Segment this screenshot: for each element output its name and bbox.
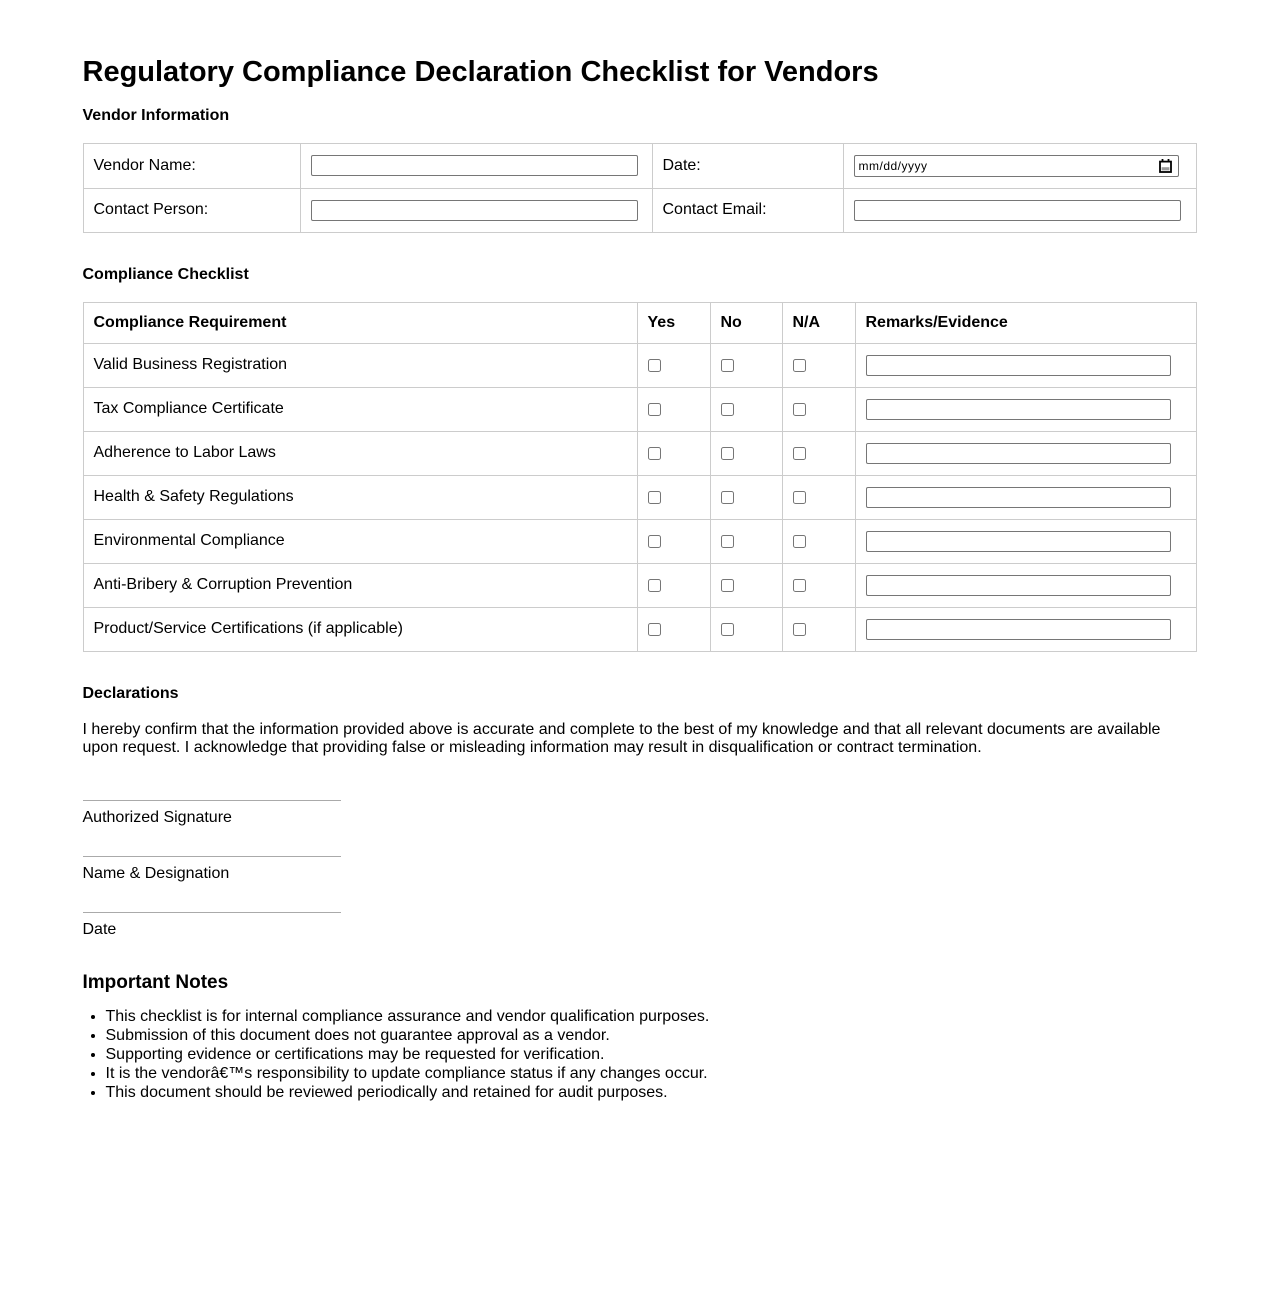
- checkbox-na[interactable]: [793, 535, 806, 548]
- checklist-row: [83, 475, 1196, 519]
- checkbox-na[interactable]: [793, 403, 806, 416]
- checkbox-na[interactable]: [793, 491, 806, 504]
- checkbox-no[interactable]: [721, 623, 734, 636]
- note-item: • Supporting evidence or certifications may be requested for verification.: [106, 1046, 1196, 1065]
- checklist-row: [83, 563, 1196, 607]
- checkbox-yes[interactable]: [648, 623, 661, 636]
- authorized-signature-label: Authorized Signature: [82, 808, 232, 826]
- page-title: Regulatory Compliance Declaration Checklist for Vendors: [82, 56, 879, 88]
- document-page: [83, 0, 1196, 1103]
- checkbox-yes[interactable]: [648, 403, 661, 416]
- requirement-label: Product/Service Certifications (if applicable): [83, 607, 637, 651]
- date-label: Date:: [652, 143, 843, 188]
- contact-person-input[interactable]: [311, 200, 638, 221]
- vendor-info-row: [83, 188, 1196, 232]
- declaration-text: I hereby confirm that the information provided above is accurate and complete to the best of my knowledge and that all relevant documents are available upon request. I acknowledge that providing false or misleading information may result in disqualification or contract termination.: [82, 720, 1161, 757]
- requirement-label: Environmental Compliance: [83, 519, 637, 563]
- checkbox-yes[interactable]: [648, 447, 661, 460]
- checklist-row: [83, 519, 1196, 563]
- name-designation-line: [83, 856, 341, 883]
- note-item: • Submission of this document does not guarantee approval as a vendor.: [106, 1027, 1196, 1046]
- column-header-remarks: Remarks/Evidence: [855, 302, 1196, 343]
- remarks-input[interactable]: [866, 619, 1171, 640]
- remarks-input[interactable]: [866, 531, 1171, 552]
- checkbox-no[interactable]: [721, 447, 734, 460]
- important-notes-list: [83, 1008, 1196, 1103]
- checkbox-no[interactable]: [721, 359, 734, 372]
- date-placeholder: mm/dd/yyyy: [858, 158, 928, 173]
- checkbox-no[interactable]: [721, 491, 734, 504]
- contact-email-input[interactable]: [854, 200, 1181, 221]
- checkbox-yes[interactable]: [648, 579, 661, 592]
- note-item: • This checklist is for internal compliance assurance and vendor qualification purposes.: [106, 1008, 1196, 1027]
- calendar-icon[interactable]: [1159, 159, 1172, 173]
- remarks-input[interactable]: [866, 575, 1171, 596]
- remarks-input[interactable]: [866, 355, 1171, 376]
- checkbox-no[interactable]: [721, 579, 734, 592]
- column-header-requirement: Compliance Requirement: [83, 302, 637, 343]
- checkbox-na[interactable]: [793, 359, 806, 372]
- compliance-checklist-heading: Compliance Checklist: [82, 265, 249, 283]
- checklist-header-row: [83, 302, 1196, 343]
- column-header-no: No: [710, 302, 782, 343]
- checkbox-yes[interactable]: [648, 491, 661, 504]
- contact-person-label: Contact Person:: [83, 188, 300, 232]
- compliance-checklist-table: [83, 302, 1197, 652]
- checkbox-yes[interactable]: [648, 359, 661, 372]
- date-input[interactable]: [854, 155, 1179, 177]
- checklist-row: [83, 343, 1196, 387]
- checklist-row: [83, 431, 1196, 475]
- requirement-label: Tax Compliance Certificate: [83, 387, 637, 431]
- requirement-label: Anti-Bribery & Corruption Prevention: [83, 563, 637, 607]
- requirement-label: Valid Business Registration: [83, 343, 637, 387]
- signature-block: [83, 800, 1196, 940]
- name-designation-label: Name & Designation: [82, 865, 230, 883]
- vendor-name-input[interactable]: [311, 155, 638, 176]
- checkbox-no[interactable]: [721, 403, 734, 416]
- checkbox-na[interactable]: [793, 447, 806, 460]
- checklist-row: [83, 607, 1196, 651]
- remarks-input[interactable]: [866, 399, 1171, 420]
- column-header-na: N/A: [782, 302, 855, 343]
- checkbox-na[interactable]: [793, 579, 806, 592]
- remarks-input[interactable]: [866, 443, 1171, 464]
- note-item: • This document should be reviewed periodically and retained for audit purposes.: [106, 1084, 1196, 1103]
- signature-date-label: Date: [82, 921, 117, 939]
- vendor-name-label: Vendor Name:: [83, 143, 300, 188]
- remarks-input[interactable]: [866, 487, 1171, 508]
- declarations-heading: Declarations: [82, 684, 179, 702]
- checklist-row: [83, 387, 1196, 431]
- vendor-info-row: [83, 143, 1196, 188]
- signature-date-line: [83, 912, 341, 939]
- column-header-yes: Yes: [637, 302, 710, 343]
- requirement-label: Health & Safety Regulations: [83, 475, 637, 519]
- vendor-information-heading: Vendor Information: [82, 106, 230, 124]
- requirement-label: Adherence to Labor Laws: [83, 431, 637, 475]
- checkbox-no[interactable]: [721, 535, 734, 548]
- checkbox-na[interactable]: [793, 623, 806, 636]
- contact-email-label: Contact Email:: [652, 188, 843, 232]
- vendor-info-table: [83, 143, 1197, 233]
- important-notes-heading: Important Notes: [82, 971, 229, 993]
- note-item: • It is the vendorâ€™s responsibility to update compliance status if any changes occur.: [106, 1065, 1196, 1084]
- authorized-signature-line: [83, 800, 341, 827]
- checkbox-yes[interactable]: [648, 535, 661, 548]
